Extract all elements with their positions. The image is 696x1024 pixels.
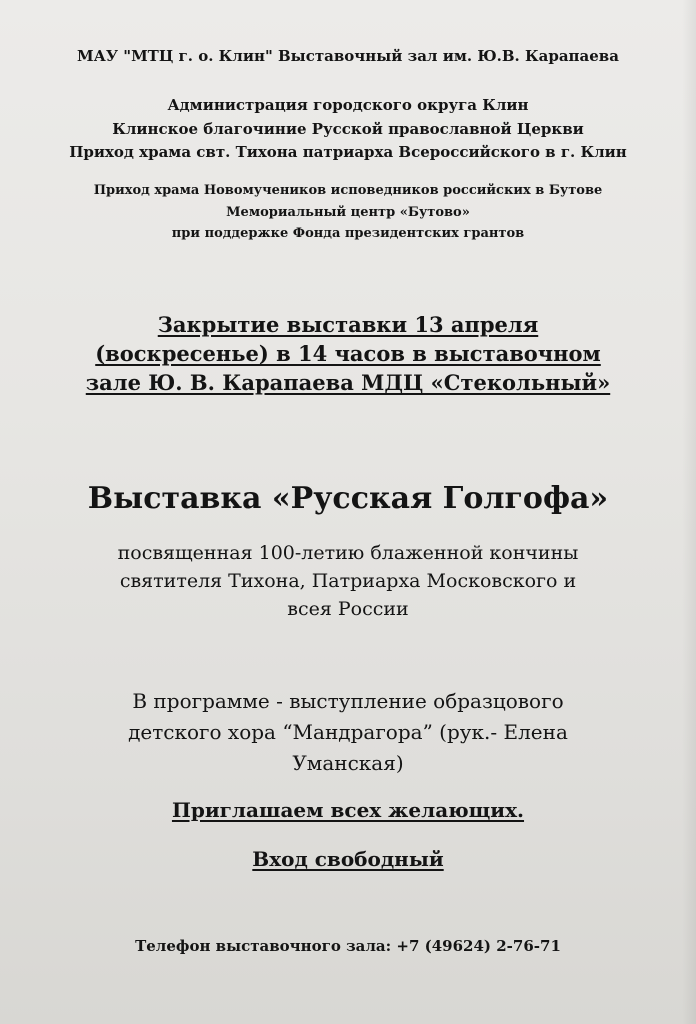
organizer-line: Клинское благочиние Русской православной Церкви [112,120,584,138]
exhibition-title: Выставка «Русская Голгофа» [87,481,609,516]
partner-line: при поддержке Фонда президентских грантов [171,226,525,241]
phone-info: Телефон выставочного зала: +7 (49624) 2-76-71 [135,937,561,955]
exhibition-subtitle-line: святителя Тихона, Патриарха Московского и [119,570,577,592]
organizer-line: Приход храма свт. Тихона патриарха Всероссийского в г. Клин [69,143,627,161]
closing-notice-line: (воскресенье) в 14 часов в выставочном [95,341,601,366]
venue-header: МАУ "МТЦ г. о. Клин" Выставочный зал им. Ю.В. Карапаева [77,47,619,65]
closing-notice-line: Закрытие выставки 13 апреля [157,312,539,337]
program-line: Уманская) [292,751,404,775]
program-line: В программе - выступление образцового [132,689,564,713]
partner-line: Приход храма Новомучеников исповедников российских в Бутове [93,183,603,198]
closing-notice-line: зале Ю. В. Карапаева МДЦ «Стекольный» [85,370,611,395]
program-line: детского хора “Мандрагора” (рук.- Елена [128,720,568,744]
admission-text: Вход свободный [252,847,444,871]
organizer-line: Администрация городского округа Клин [167,96,529,114]
exhibition-subtitle-line: посвященная 100-летию блаженной кончины [117,542,579,564]
invitation-text: Приглашаем всех желающих. [171,798,525,822]
exhibition-subtitle-line: всея России [287,598,409,620]
partner-line: Мемориальный центр «Бутово» [226,205,470,220]
